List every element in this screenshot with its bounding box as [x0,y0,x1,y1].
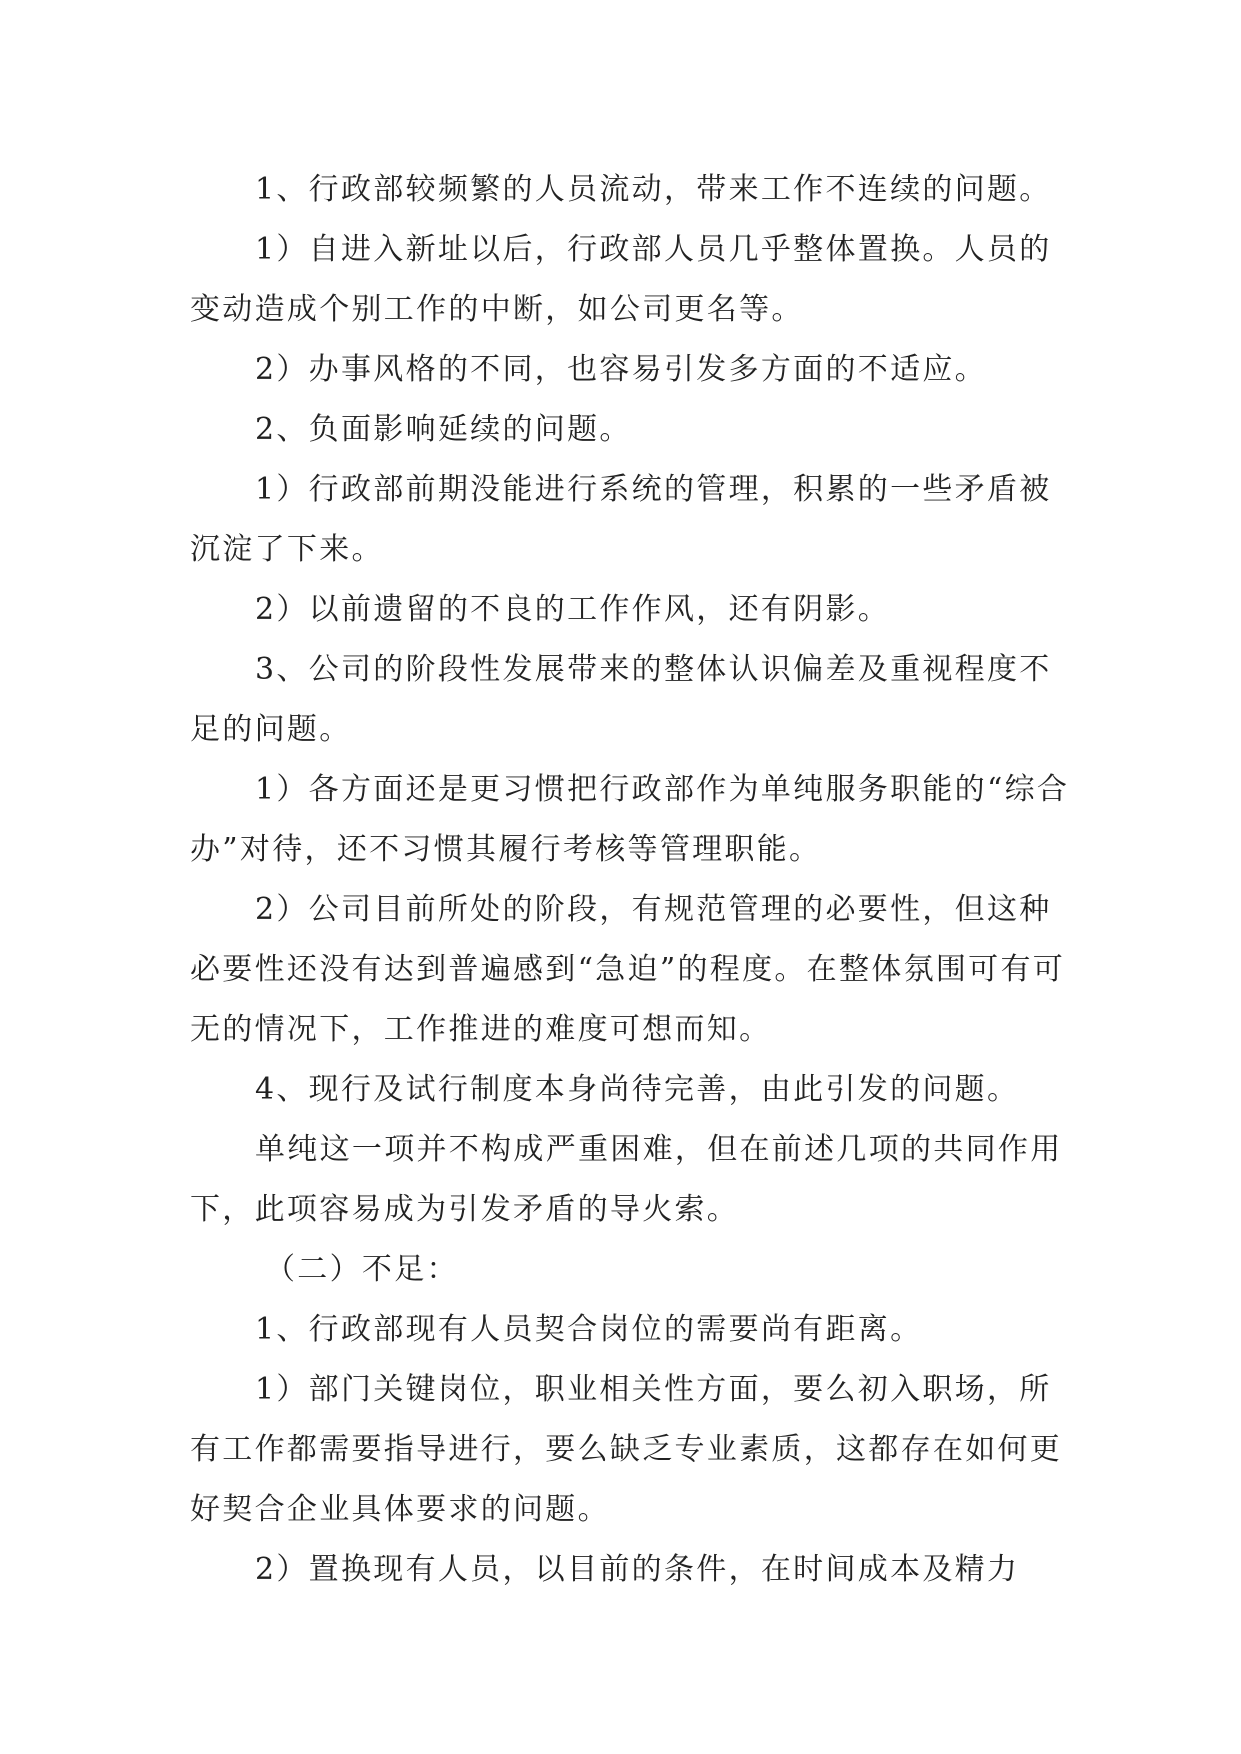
document-page [190,160,1070,1600]
paragraph-5: 1）行政部前期没能进行系统的管理，积累的一些矛盾被沉淀了下来。 [190,472,1052,567]
paragraph-3: 2）办事风格的不同，也容易引发多方面的不适应。 [255,352,987,387]
paragraph-15: 2）置换现有人员，以目前的条件，在时间成本及精力 [255,1552,1020,1587]
paragraph-8: 1）各方面还是更习惯把行政部作为单纯服务职能的“综合办”对待，还不习惯其履行考核等管理职能。 [190,772,1070,867]
paragraph-11: 单纯这一项并不构成严重困难，但在前述几项的共同作用下，此项容易成为引发矛盾的导火索。 [190,1132,1063,1227]
paragraph-13: 1、行政部现有人员契合岗位的需要尚有距离。 [255,1312,923,1347]
section-heading: （二）不足： [265,1252,459,1287]
paragraph-9: 2）公司目前所处的阶段，有规范管理的必要性，但这种必要性还没有达到普遍感到“急迫”的程度。在整体氛围可有可无的情况下，工作推进的难度可想而知。 [190,892,1066,1047]
paragraph-7: 3、公司的阶段性发展带来的整体认识偏差及重视程度不足的问题。 [190,652,1052,747]
paragraph-4: 2、负面影响延续的问题。 [255,412,632,447]
paragraph-1: 1、行政部较频繁的人员流动，带来工作不连续的问题。 [255,172,1052,207]
paragraph-10: 4、现行及试行制度本身尚待完善，由此引发的问题。 [255,1072,1020,1107]
paragraph-6: 2）以前遗留的不良的工作作风，还有阴影。 [255,592,891,627]
paragraph-14: 1）部门关键岗位，职业相关性方面，要么初入职场，所有工作都需要指导进行，要么缺乏专业素质，这都存在如何更好契合企业具体要求的问题。 [190,1372,1063,1527]
paragraph-2: 1）自进入新址以后，行政部人员几乎整体置换。人员的变动造成个别工作的中断，如公司更名等。 [190,232,1052,327]
